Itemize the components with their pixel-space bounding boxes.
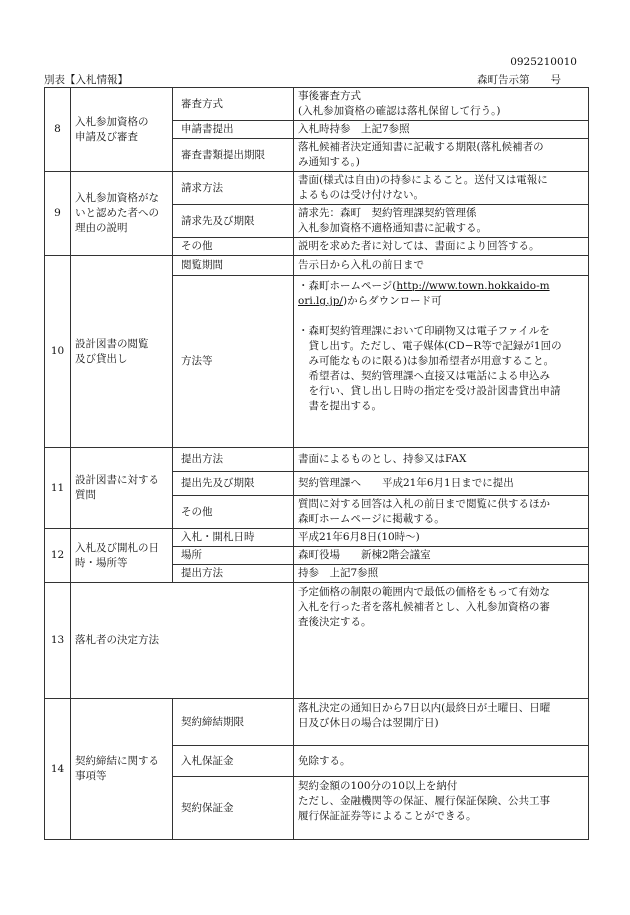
annex-title: 別表【入札情報】 <box>44 74 128 86</box>
category-cell: 設計図書に対する 質問 <box>71 448 173 529</box>
table-row <box>45 172 589 205</box>
item-label: 申請書提出 <box>173 121 294 139</box>
row-number: 14 <box>45 699 71 840</box>
item-value: 平成21年6月8日(10時〜) <box>294 529 589 547</box>
notice-number-label: 森町告示第 号 <box>477 74 561 86</box>
item-value: 落札候補者決定通知書に記載する期限(落札候補者の み通知する。) <box>294 139 589 172</box>
item-label: 入札保証金 <box>173 746 294 777</box>
category-cell: 入札及び開札の日 時・場所等 <box>71 529 173 583</box>
item-value: 告示日から入札の前日まで <box>294 256 589 276</box>
category-cell: 契約締結に関する 事項等 <box>71 699 173 840</box>
table-row <box>45 256 589 276</box>
item-label: 閲覧期間 <box>173 256 294 276</box>
item-label: その他 <box>173 496 294 529</box>
row-number: 12 <box>45 529 71 583</box>
bid-info-table <box>44 87 589 840</box>
item-value: 持参 上記7参照 <box>294 565 589 583</box>
homepage-link-continued[interactable]: ori.lg.jp/ <box>298 295 343 307</box>
item-value: 書面(様式は自由)の持参によること。送付又は電報に よるものは受け付けない。 <box>294 172 589 205</box>
item-label: 提出方法 <box>173 448 294 472</box>
item-value: 免除する。 <box>294 746 589 777</box>
item-value: 契約金額の100分の10以上を納付 ただし、金融機関等の保証、履行保証保険、公共工事 履行保証証券等によることができる。 <box>294 777 589 840</box>
item-label: 提出方法 <box>173 565 294 583</box>
item-label: 請求先及び期限 <box>173 205 294 238</box>
item-label: 契約締結期限 <box>173 699 294 746</box>
item-value: 質問に対する回答は入札の前日まで閲覧に供するほか 森町ホームページに掲載する。 <box>294 496 589 529</box>
item-label: 場所 <box>173 547 294 565</box>
table-row <box>45 448 589 472</box>
row-number: 11 <box>45 448 71 529</box>
item-label: 審査方式 <box>173 88 294 121</box>
item-value: 書面によるものとし、持参又はFAX <box>294 448 589 472</box>
category-cell: 落札者の決定方法 <box>71 583 294 699</box>
item-value: 予定価格の制限の範囲内で最低の価格をもって有効な 入札を行った者を落札候補者とし、入札参加資格の審 査後決定する。 <box>294 583 589 699</box>
item-value: ・森町ホームページ(http://www.town.hokkaido-m ori.lg.jp/)からダウンロード可 ・森町契約管理課において印刷物又は電子ファイルを 貸し出す。ただし、電子媒体(CD−R等で記録が1回の み可能なものに限る)は参加希望者が用意すること。 希望者は、契約管理課へ直接又は電話による申込み を行い、貸し出し日時の指定を受け設計図書貸出申請 書を提出する。 <box>294 276 589 448</box>
document-number: 0925210010 <box>510 56 577 68</box>
item-value: 契約管理課へ 平成21年6月1日までに提出 <box>294 472 589 496</box>
table-row <box>45 699 589 746</box>
item-label: 契約保証金 <box>173 777 294 840</box>
table-row <box>45 529 589 547</box>
table-row <box>45 88 589 121</box>
item-value: 落札決定の通知日から7日以内(最終日が土曜日、日曜 日及び休日の場合は翌開庁日) <box>294 699 589 746</box>
item-value: 請求先：森町 契約管理課契約管理係 入札参加資格不適格通知書に記載する。 <box>294 205 589 238</box>
item-label: 審査書類提出期限 <box>173 139 294 172</box>
item-label: 請求方法 <box>173 172 294 205</box>
row-number: 13 <box>45 583 71 699</box>
category-cell: 入札参加資格がな いと認めた者への 理由の説明 <box>71 172 173 256</box>
item-value: 説明を求めた者に対しては、書面により回答する。 <box>294 238 589 256</box>
item-label: 方法等 <box>173 276 294 448</box>
item-label: 提出先及び期限 <box>173 472 294 496</box>
table-row <box>45 583 589 699</box>
item-value: 事後審査方式 (入札参加資格の確認は落札保留して行う。) <box>294 88 589 121</box>
category-cell: 設計図書の閲覧 及び貸出し <box>71 256 173 448</box>
row-number: 9 <box>45 172 71 256</box>
category-cell: 入札参加資格の 申請及び審査 <box>71 88 173 172</box>
item-label: その他 <box>173 238 294 256</box>
item-value: 森町役場 新棟2階会議室 <box>294 547 589 565</box>
homepage-link[interactable]: http://www.town.hokkaido-m <box>396 280 550 292</box>
item-value: 入札時持参 上記7参照 <box>294 121 589 139</box>
row-number: 10 <box>45 256 71 448</box>
item-label: 入札・開札日時 <box>173 529 294 547</box>
row-number: 8 <box>45 88 71 172</box>
